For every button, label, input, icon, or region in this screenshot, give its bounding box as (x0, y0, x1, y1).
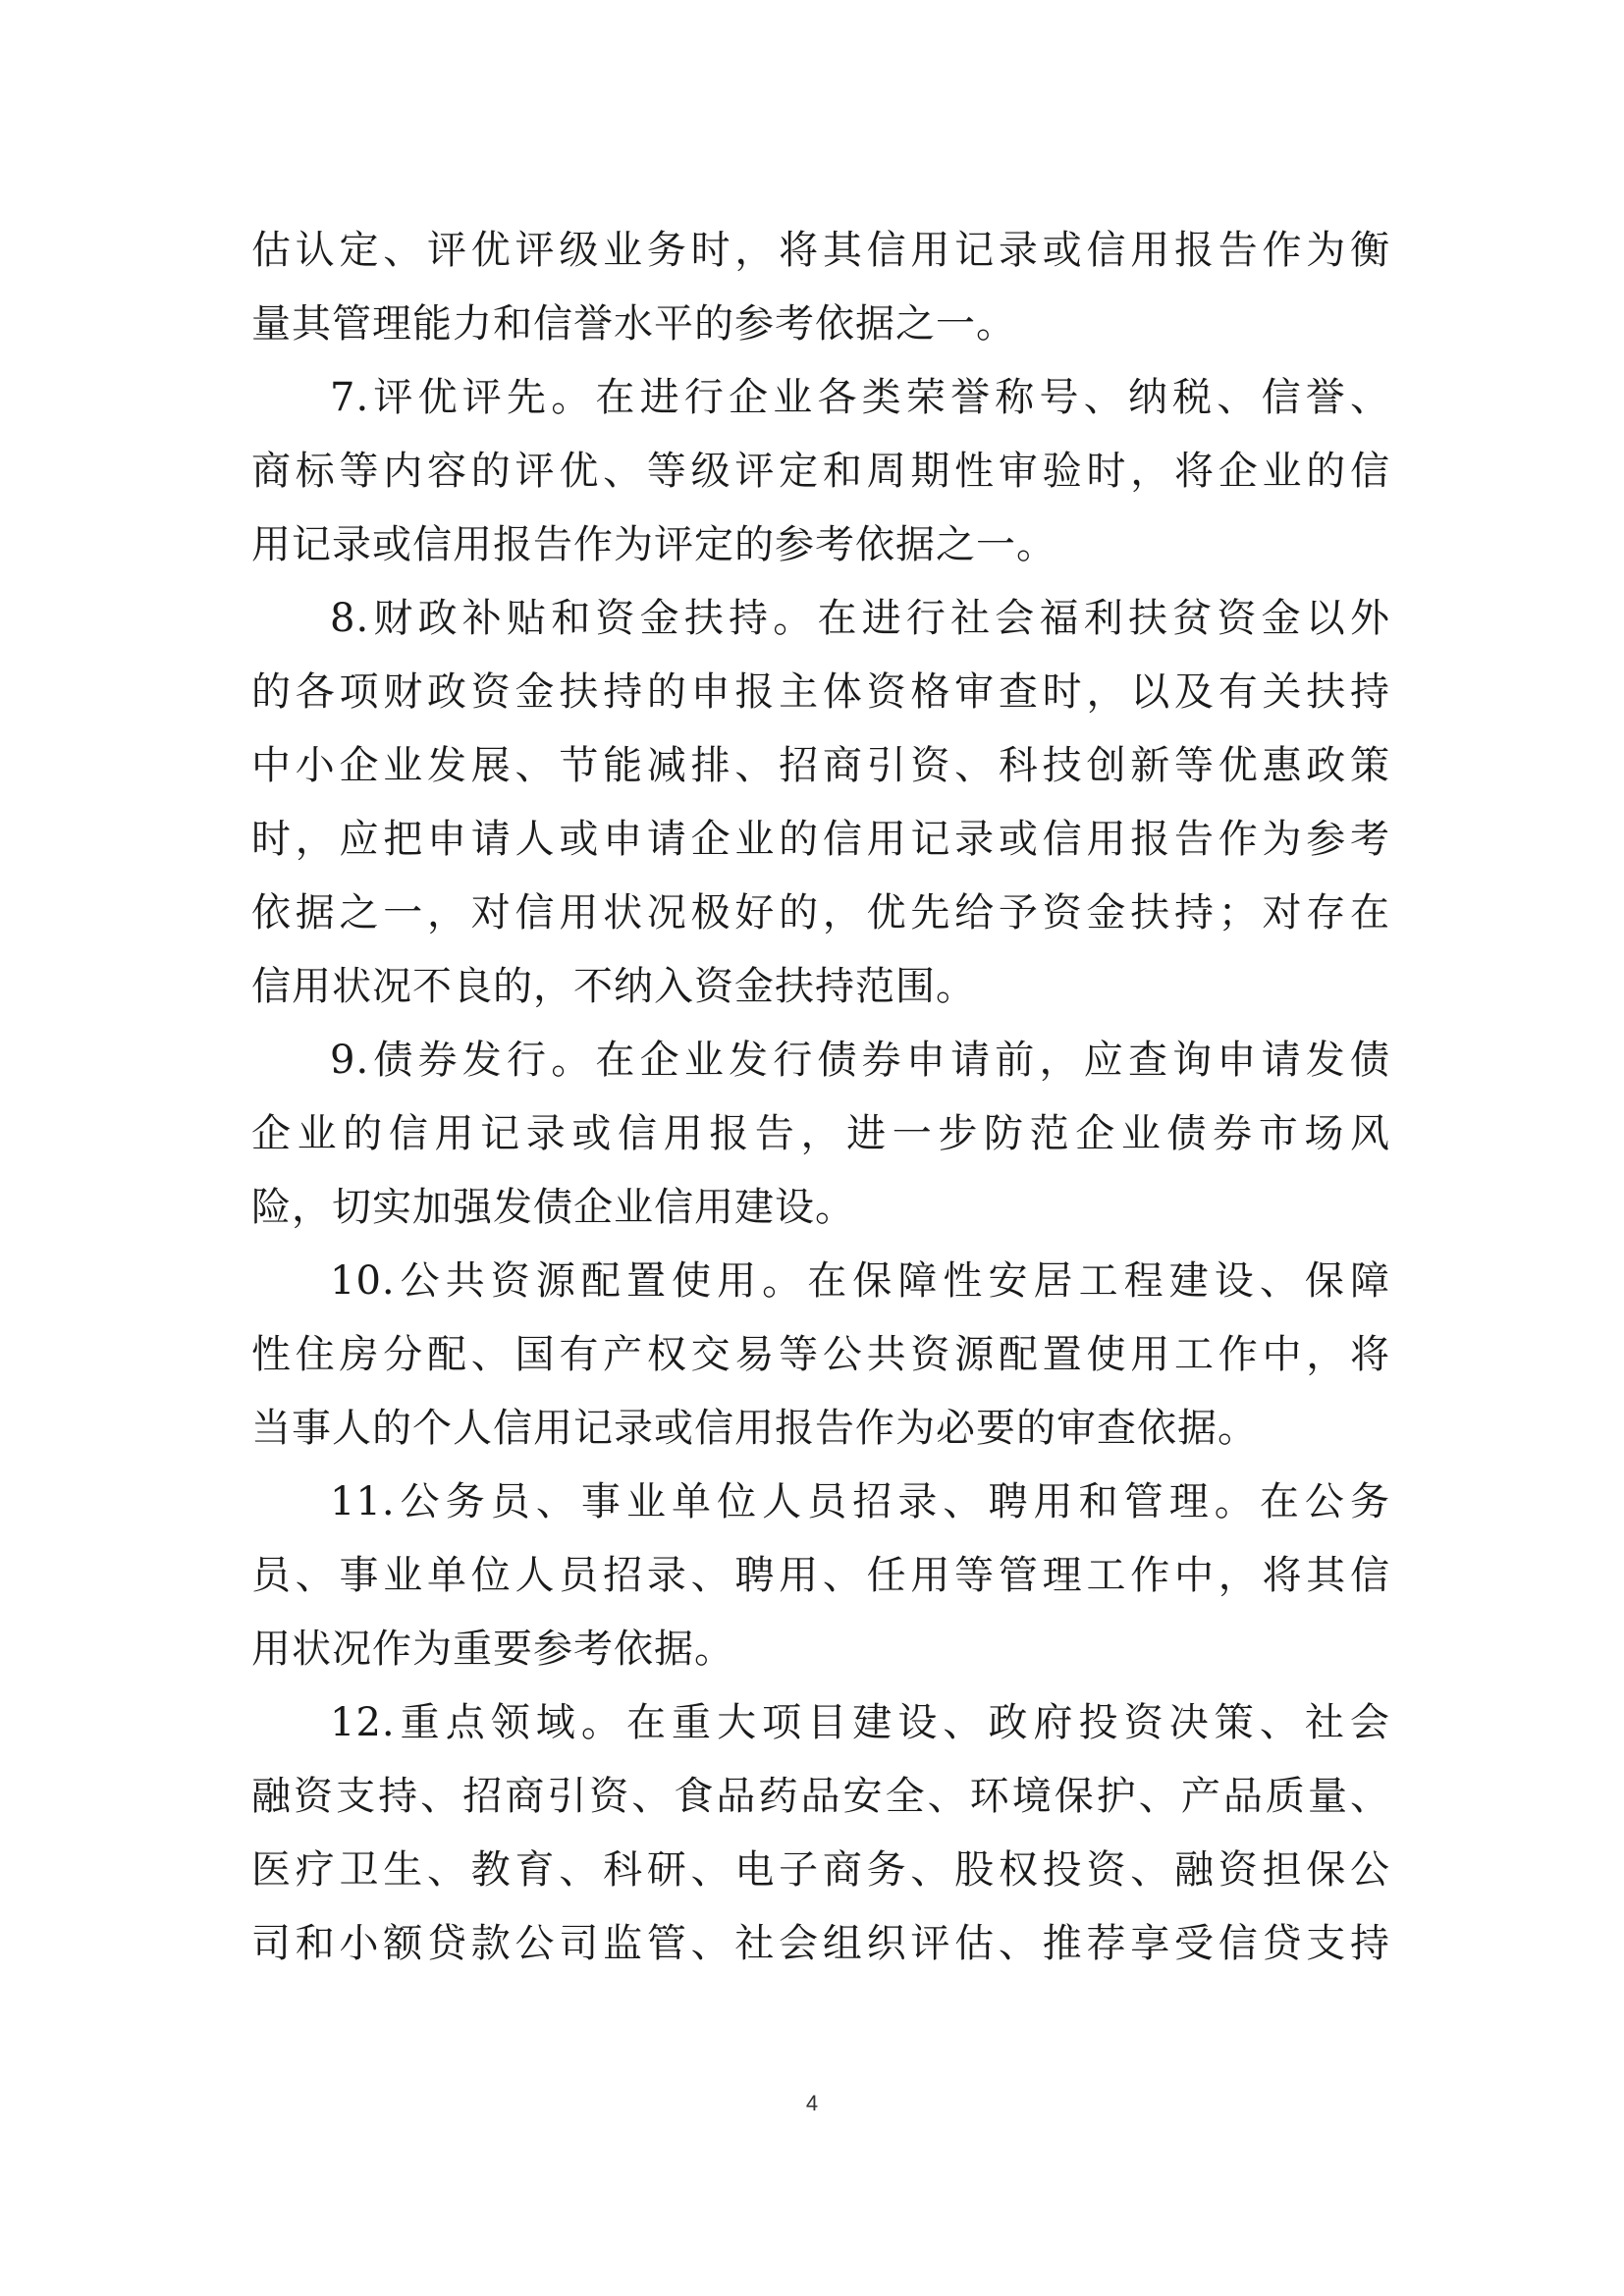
body-text-line: 融资支持、招商引资、食品药品安全、环境保护、产品质量、 (251, 1774, 1390, 1819)
body-text-line: 当事人的个人信用记录或信用报告作为必要的审查依据。 (251, 1406, 1258, 1451)
paragraph-heading-line: 8.财政补贴和资金扶持。在进行社会福利扶贫资金以外 (330, 596, 1390, 641)
body-text-line: 用状况作为重要参考依据。 (251, 1627, 734, 1672)
body-text-line: 险，切实加强发债企业信用建设。 (251, 1185, 855, 1230)
body-text-line: 中小企业发展、节能减排、招商引资、科技创新等优惠政策 (251, 743, 1390, 788)
body-text-line: 商标等内容的评优、等级评定和周期性审验时，将企业的信 (251, 449, 1390, 494)
body-text-line: 量其管理能力和信誉水平的参考依据之一。 (251, 301, 1016, 347)
paragraph-heading-line: 12.重点领域。在重大项目建设、政府投资决策、社会 (330, 1700, 1390, 1745)
body-text-line: 员、事业单位人员招录、聘用、任用等管理工作中，将其信 (251, 1553, 1390, 1598)
body-text-line: 估认定、评优评级业务时，将其信用记录或信用报告作为衡 (251, 228, 1390, 273)
paragraph-heading-line: 11.公务员、事业单位人员招录、聘用和管理。在公务 (330, 1479, 1390, 1524)
body-text-line: 信用状况不良的，不纳入资金扶持范围。 (251, 964, 976, 1009)
paragraph-heading-line: 7.评优评先。在进行企业各类荣誉称号、纳税、信誉、 (330, 375, 1390, 420)
body-text-line: 性住房分配、国有产权交易等公共资源配置使用工作中，将 (251, 1332, 1390, 1377)
body-text-line: 的各项财政资金扶持的申报主体资格审查时，以及有关扶持 (251, 669, 1390, 715)
body-text-line: 企业的信用记录或信用报告，进一步防范企业债券市场风 (251, 1111, 1390, 1156)
body-text-line: 用记录或信用报告作为评定的参考依据之一。 (251, 522, 1056, 567)
body-text-line: 依据之一，对信用状况极好的，优先给予资金扶持；对存在 (251, 890, 1390, 935)
paragraph-heading-line: 9.债券发行。在企业发行债券申请前，应查询申请发债 (330, 1038, 1390, 1083)
body-text-line: 司和小额贷款公司监管、社会组织评估、推荐享受信贷支持 (251, 1921, 1390, 1966)
body-text-line: 医疗卫生、教育、科研、电子商务、股权投资、融资担保公 (251, 1847, 1390, 1893)
body-text-line: 时，应把申请人或申请企业的信用记录或信用报告作为参考 (251, 817, 1390, 862)
page-number: 4 (805, 2091, 819, 2115)
paragraph-heading-line: 10.公共资源配置使用。在保障性安居工程建设、保障 (330, 1258, 1390, 1304)
